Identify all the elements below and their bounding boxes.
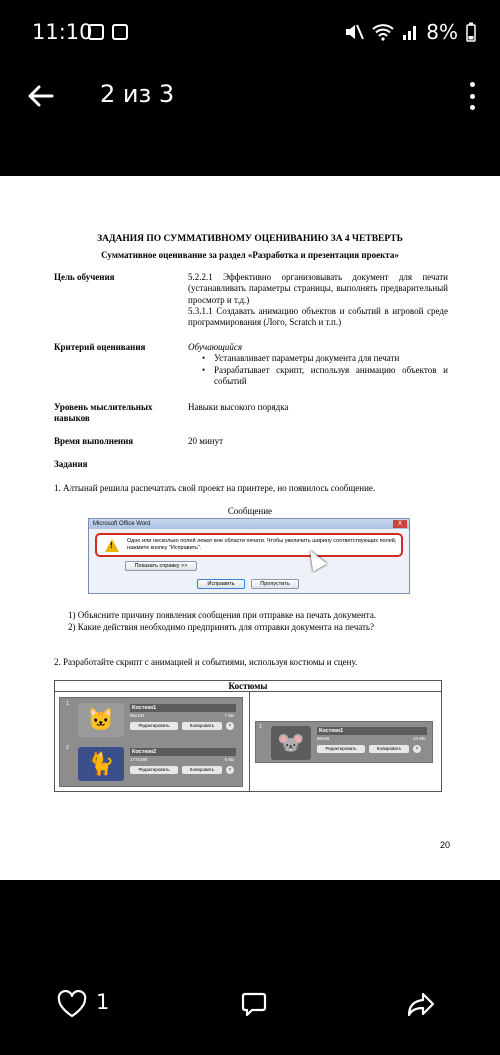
like-heart-icon[interactable] — [56, 990, 88, 1018]
costume-item — [64, 700, 240, 740]
costume-item — [257, 723, 431, 763]
criteria-row — [54, 342, 448, 387]
question-2: 2) Какие действия необходимо предпринять для отправки документа на печать? — [68, 622, 375, 632]
question-1: 1) Объясните причину появления сообщения при отправке на печать документа. — [68, 610, 377, 620]
show-help-button: Показать справку >> — [125, 561, 197, 571]
costumes-panel-left — [59, 697, 243, 787]
criteria-label: Критерий оценивания — [54, 342, 146, 352]
document-subheading: Суммативное оценивание за раздел «Разработка и презентация проекта» — [101, 250, 399, 260]
dialog-close-button: X — [393, 520, 407, 528]
word-warning-dialog — [88, 518, 410, 594]
mouse-sprite-icon: 🐭 — [271, 726, 311, 760]
task-1-text: 1. Алтынай решила распечатать свой проект на принтере, но появилось сообщение. — [54, 483, 376, 493]
level-label: Уровень мыслительных навыков — [54, 402, 153, 424]
costume-item — [64, 744, 240, 784]
costume-dimensions: 177x185 — [130, 757, 148, 762]
costume-number: 2 — [66, 745, 69, 751]
costume-size: 6 КБ — [224, 757, 234, 762]
mute-icon — [344, 23, 364, 41]
status-time: 11:10 — [32, 20, 93, 44]
skip-button: Пропустить — [251, 579, 299, 589]
criteria-item: • Устанавливает параметры документа для печати — [202, 353, 448, 364]
share-icon[interactable] — [406, 990, 436, 1018]
app-bar — [0, 66, 500, 136]
more-options-icon[interactable] — [470, 82, 476, 110]
costume-dimensions: 96x101 — [130, 713, 145, 718]
costume-number: 1 — [66, 701, 69, 707]
document-page[interactable] — [0, 176, 500, 880]
page-number: 20 — [440, 840, 451, 850]
task-2-text: 2. Разработайте скрипт с анимацией и событиями, используя костюмы и сцену. — [54, 657, 358, 667]
copy-costume-button: Копировать — [182, 766, 222, 774]
tasks-label: Задания — [54, 459, 88, 469]
goal-line-1: 5.2.2.1 Эффективно организовывать документ для печати (устанавливать параметры страницы, выполнять предварительный просмотр и т.д.) — [188, 272, 448, 305]
goal-line-2: 5.3.1.1 Создавать анимацию объектов и событий в игровой среде программирования (Лого, Scratch и т.п.) — [188, 305, 448, 327]
notification-icon — [88, 24, 104, 40]
level-value: Навыки высокого порядка — [188, 402, 289, 412]
costume-name: Костюм1 — [130, 704, 236, 712]
back-arrow-icon[interactable] — [26, 81, 56, 111]
copy-costume-button: Копировать — [182, 722, 222, 730]
time-row — [54, 436, 448, 447]
level-row — [54, 402, 448, 425]
dialog-message: Одно или несколько полей лежат вне области печати. Чтобы увеличить ширину соответствующих полей, нажмите кнопку "Исправить". — [127, 538, 397, 552]
edit-costume-button: Редактировать — [317, 745, 365, 753]
cat-sprite-icon: 🐱 — [78, 703, 124, 737]
edit-costume-button: Редактировать — [130, 766, 178, 774]
fix-button: Исправить — [197, 579, 245, 589]
costumes-header: Костюмы — [55, 681, 441, 692]
status-bar — [0, 0, 500, 66]
costume-name: Костюм1 — [317, 727, 427, 735]
goal-label: Цель обучения — [54, 272, 115, 282]
criteria-intro: Обучающийся — [188, 342, 243, 352]
costume-size: 7 КБ — [224, 713, 234, 718]
dialog-title: Microsoft Office Word — [93, 521, 151, 527]
copy-costume-button: Копировать — [369, 745, 409, 753]
dialog-message-box — [95, 533, 403, 557]
comment-icon[interactable] — [240, 990, 268, 1018]
costume-number: 1 — [259, 724, 262, 730]
wifi-icon — [372, 23, 394, 41]
battery-percent: 8% — [426, 20, 458, 44]
bottom-action-bar — [0, 960, 500, 1055]
costume-size: 24 КБ — [413, 736, 425, 741]
delete-costume-icon: × — [413, 745, 421, 753]
costume-name: Костюм2 — [130, 748, 236, 756]
document-heading: ЗАДАНИЯ ПО СУММАТИВНОМУ ОЦЕНИВАНИЮ ЗА 4 ЧЕТВЕРТЬ — [97, 234, 403, 244]
time-label: Время выполнения — [54, 436, 134, 446]
warning-icon: ! — [105, 539, 119, 552]
costumes-table — [54, 680, 442, 792]
delete-costume-icon: × — [226, 722, 234, 730]
gallery-icon — [112, 24, 128, 40]
table-divider — [249, 692, 250, 792]
battery-icon — [466, 22, 476, 42]
goal-row — [54, 272, 448, 328]
dialog-title-bar — [89, 519, 409, 529]
time-value: 20 минут — [188, 436, 224, 446]
costumes-panel-right — [255, 721, 433, 763]
costume-meta — [130, 757, 236, 763]
costume-meta — [317, 736, 427, 742]
costume-dimensions: 96x96 — [317, 736, 330, 741]
edit-costume-button: Редактировать — [130, 722, 178, 730]
cat-sprite-icon: 🐈 — [78, 747, 124, 781]
delete-costume-icon: × — [226, 766, 234, 774]
costume-meta — [130, 713, 236, 719]
signal-icon — [402, 23, 418, 41]
page-counter-title: 2 из 3 — [100, 80, 175, 108]
like-count: 1 — [96, 990, 110, 1014]
criteria-item: • Разрабатывает скрипт, используя анимацию объектов и событий — [202, 365, 448, 388]
message-caption: Сообщение — [227, 506, 273, 516]
